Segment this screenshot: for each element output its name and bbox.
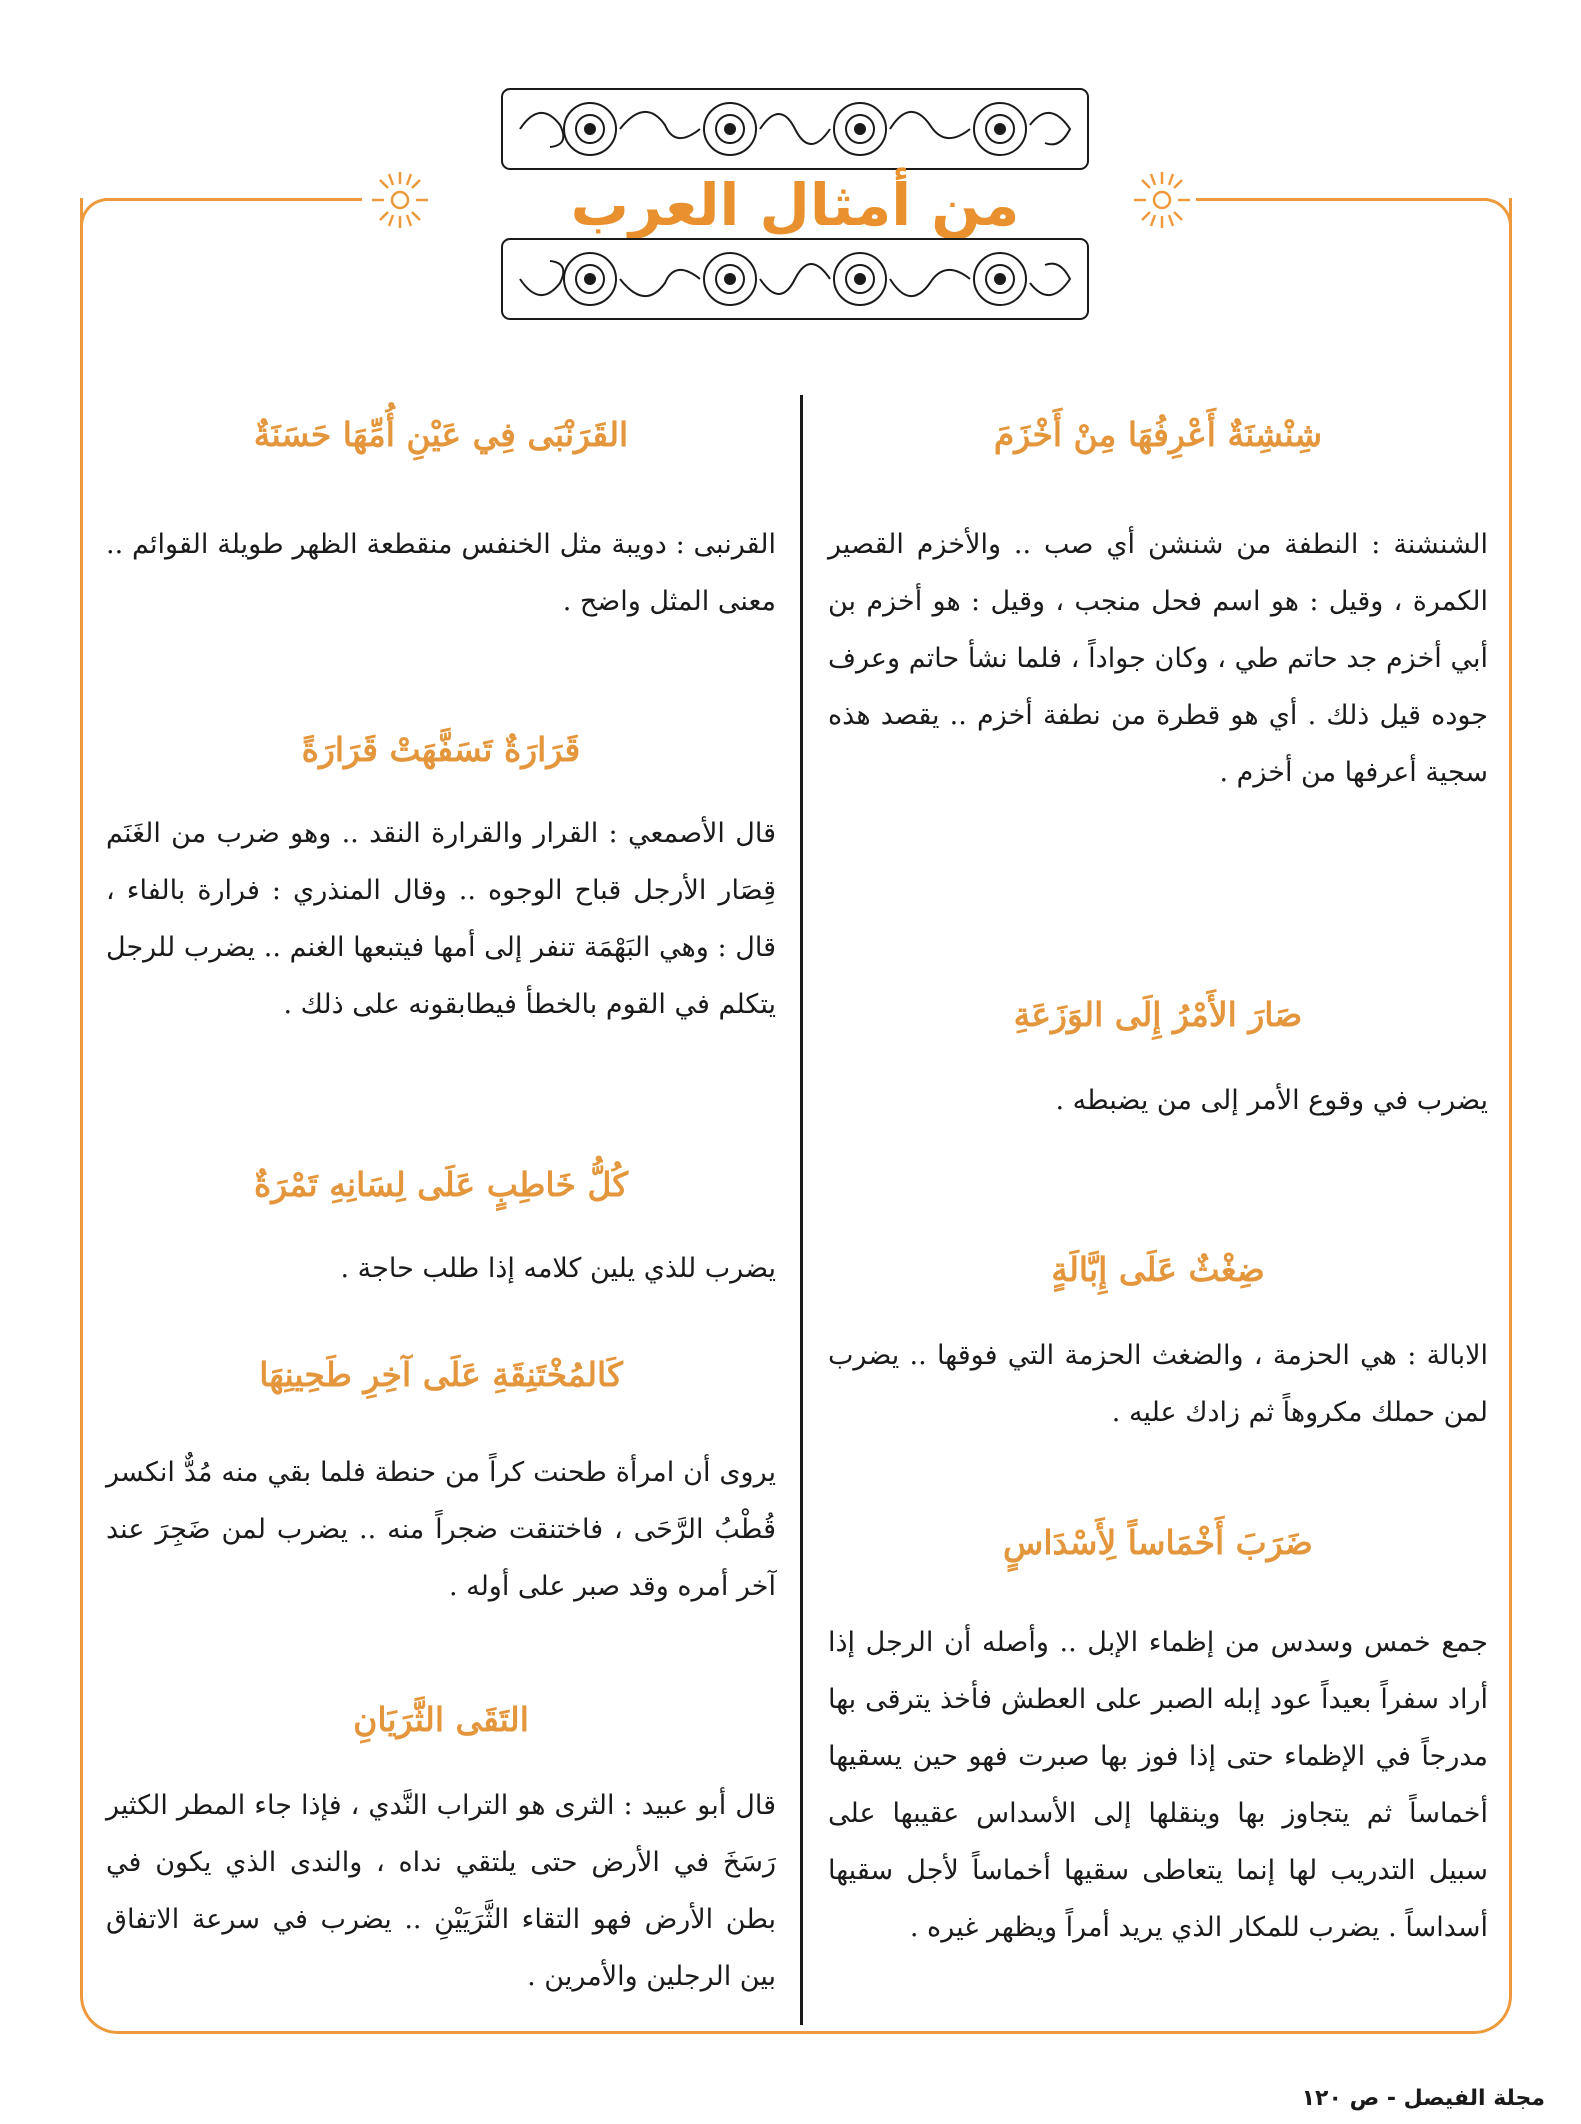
proverb-title: القَرَنْبَى فِي عَيْنِ أُمِّهَا حَسَنَةٌ xyxy=(253,415,629,454)
page-title: من أمثال العرب xyxy=(570,171,1020,239)
page-footer: مجلة الفيصل - ص ١٢٠ xyxy=(1301,2086,1545,2111)
proverb-title: صَارَ الأَمْرُ إِلَى الوَزَعَةِ xyxy=(1013,995,1303,1034)
proverb-explanation: الابالة : هي الحزمة ، والضغث الحزمة التي فوقها .. يضرب لمن حملك مكروهاً ثم زادك عليه . xyxy=(828,1340,1488,1428)
proverb-title: ضِغْثٌ عَلَى إِبَّالَةٍ xyxy=(1051,1250,1265,1289)
proverb-title: قَرَارَةٌ تَسَفَّهَتْ قَرَارَةً xyxy=(301,730,581,769)
proverb-entry xyxy=(828,1523,1488,1956)
proverb-explanation: يروى أن امرأة طحنت كراً من حنطة فلما بقي منه مُدٌّ انكسر قُطْبُ الرَّحَى ، فاختنقت ضجراً منه .. يضرب لمن ضَجِرَ عند آخر أمره وقد صبر على أوله . xyxy=(106,1457,776,1602)
proverb-explanation: القرنبى : دويبة مثل الخنفس منقطعة الظهر طويلة القوائم .. معنى المثل واضح . xyxy=(106,529,776,617)
proverb-explanation: يضرب للذي يلين كلامه إذا طلب حاجة . xyxy=(340,1253,776,1284)
proverb-entry xyxy=(106,730,776,1033)
proverb-explanation: يضرب في وقوع الأمر إلى من يضبطه . xyxy=(1055,1085,1488,1116)
proverb-entry xyxy=(828,995,1488,1129)
proverb-explanation: الشنشنة : النطفة من شنشن أي صب .. والأخزم القصير الكمرة ، وقيل : هو اسم فحل منجب ، وقيل : هو أخزم بن أبي أخزم جد حاتم طي ، وكان جواداً ، فلما نشأ حاتم وعرف جوده قيل ذلك . أي هو قطرة من نطفة أخزم .. يقصد هذه سجية أعرفها من أخزم . xyxy=(828,529,1488,788)
proverb-title: كُلُّ خَاطِبٍ عَلَى لِسَانِهِ تَمْرَةٌ xyxy=(253,1165,629,1204)
proverb-title: شِنْشِنَةٌ أَعْرِفُهَا مِنْ أَخْزَمَ xyxy=(993,415,1323,454)
proverb-entry xyxy=(106,1355,776,1615)
proverb-explanation: قال أبو عبيد : الثرى هو التراب النَّدي ، فإذا جاء المطر الكثير رَسَخَ في الأرض حتى يلتقي نداه ، والندى الذي يكون في بطن الأرض فهو التقاء الثَّرَيَيْنِ .. يضرب في سرعة الاتفاق بين الرجلين والأمرين . xyxy=(106,1790,776,1992)
proverb-explanation: جمع خمس وسدس من إظماء الإبل .. وأصله أن الرجل إذا أراد سفراً بعيداً عود إبله الصبر على العطش فأخذ يترقى بها مدرجاً في الإظماء حتى إذا فوز بها صبرت فهو حين يسقيها أخماساً ثم يتجاوز بها وينقلها إلى الأسداس عقيبها على سبيل التدريب لها إنما يتعاطى سقيها أخماساً لأجل سقيها أسداساً . يضرب للمكار الذي يريد أمراً ويظهر غيره . xyxy=(828,1627,1488,1943)
proverb-title: ضَرَبَ أَخْمَاساً لِأَسْدَاسٍ xyxy=(1003,1523,1313,1562)
proverb-title: التَقَى الثَّرَيَانِ xyxy=(353,1700,529,1739)
proverb-entry xyxy=(106,1165,776,1297)
proverb-entry xyxy=(106,1700,776,2005)
column-divider xyxy=(800,395,803,2025)
proverb-title: كَالمُخْتَنِقَةِ عَلَى آخِرِ طَحِينِهَا xyxy=(259,1355,623,1394)
proverb-entry xyxy=(828,1250,1488,1441)
proverb-entry xyxy=(828,415,1488,801)
proverb-entry xyxy=(106,415,776,630)
proverb-explanation: قال الأصمعي : القرار والقرارة النقد .. وهو ضرب من الغَنَم قِصَار الأرجل قباح الوجوه .. وقال المنذري : فرارة بالفاء ، قال : وهي البَهْمَة تنفر إلى أمها فيتبعها الغنم .. يضرب للرجل يتكلم في القوم بالخطأ فيطابقونه على ذلك . xyxy=(106,818,776,1020)
